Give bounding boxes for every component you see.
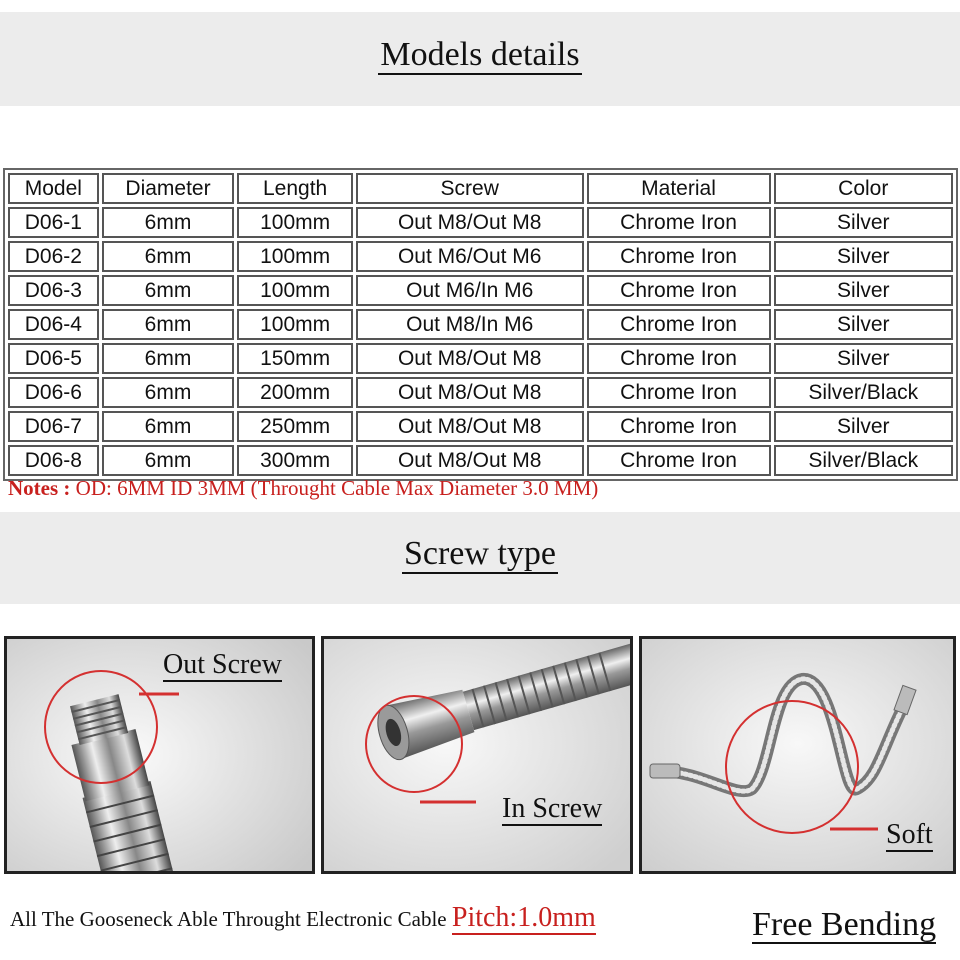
table-cell: 300mm <box>237 445 353 476</box>
table-cell: D06-2 <box>8 241 99 272</box>
column-header: Material <box>587 173 771 204</box>
table-row <box>8 275 953 306</box>
table-row <box>8 207 953 238</box>
table-cell: D06-1 <box>8 207 99 238</box>
table-cell: Silver <box>774 411 953 442</box>
table-cell: Out M8/Out M8 <box>356 377 584 408</box>
column-header: Screw <box>356 173 584 204</box>
table-cell: Chrome Iron <box>587 377 771 408</box>
table-cell: Chrome Iron <box>587 275 771 306</box>
table-cell: Silver/Black <box>774 377 953 408</box>
table-cell: D06-5 <box>8 343 99 374</box>
table-row <box>8 377 953 408</box>
table-row <box>8 309 953 340</box>
table-cell: Out M6/Out M6 <box>356 241 584 272</box>
table-cell: D06-3 <box>8 275 99 306</box>
table-cell: Chrome Iron <box>587 309 771 340</box>
table-cell: D06-4 <box>8 309 99 340</box>
table-cell: 6mm <box>102 445 235 476</box>
table-cell: Silver <box>774 275 953 306</box>
column-header: Model <box>8 173 99 204</box>
table-cell: 100mm <box>237 275 353 306</box>
column-header: Diameter <box>102 173 235 204</box>
table-cell: Out M8/Out M8 <box>356 343 584 374</box>
photo-in-screw <box>321 636 633 874</box>
table-cell: Silver/Black <box>774 445 953 476</box>
pitch-label: Pitch:1.0mm <box>451 902 596 933</box>
notes <box>8 476 598 501</box>
out-screw-label: Out Screw <box>163 649 282 680</box>
photo-soft <box>639 636 956 874</box>
table-cell: 6mm <box>102 241 235 272</box>
table-cell: D06-7 <box>8 411 99 442</box>
table-row <box>8 411 953 442</box>
table-cell: Chrome Iron <box>587 445 771 476</box>
screw-type-title: Screw type <box>403 535 556 572</box>
table-cell: 6mm <box>102 309 235 340</box>
table-cell: 6mm <box>102 343 235 374</box>
table-cell: Out M8/Out M8 <box>356 445 584 476</box>
table-cell: Out M8/Out M8 <box>356 411 584 442</box>
table-cell: Silver <box>774 309 953 340</box>
table-cell: Silver <box>774 343 953 374</box>
table-cell: Chrome Iron <box>587 343 771 374</box>
page-title: Models details <box>380 36 580 73</box>
column-header: Length <box>237 173 353 204</box>
table-body <box>8 207 953 476</box>
table-cell: Chrome Iron <box>587 411 771 442</box>
table-cell: D06-8 <box>8 445 99 476</box>
photo-out-screw <box>4 636 315 874</box>
table-row <box>8 445 953 476</box>
table-cell: 6mm <box>102 377 235 408</box>
table-row <box>8 343 953 374</box>
table-cell: 200mm <box>237 377 353 408</box>
soft-label: Soft <box>886 819 933 850</box>
table-cell: Out M6/In M6 <box>356 275 584 306</box>
table-header-row <box>8 173 953 204</box>
table-cell: Silver <box>774 241 953 272</box>
in-screw-image <box>324 639 630 871</box>
notes-text: OD: 6MM ID 3MM (Throught Cable Max Diameter 3.0 MM) <box>75 476 599 500</box>
table-cell: 6mm <box>102 411 235 442</box>
table-cell: 100mm <box>237 309 353 340</box>
table-cell: Chrome Iron <box>587 207 771 238</box>
table-cell: 6mm <box>102 207 235 238</box>
table-cell: Silver <box>774 207 953 238</box>
table-cell: 100mm <box>237 207 353 238</box>
notes-label: Notes : <box>8 476 71 500</box>
table-cell: 150mm <box>237 343 353 374</box>
table-cell: 6mm <box>102 275 235 306</box>
table-cell: Chrome Iron <box>587 241 771 272</box>
table-cell: Out M8/Out M8 <box>356 207 584 238</box>
models-table <box>3 168 958 481</box>
in-screw-label: In Screw <box>502 793 603 824</box>
column-header: Color <box>774 173 953 204</box>
free-bending-label: Free Bending <box>752 906 937 943</box>
footer-caption <box>10 902 596 934</box>
table-cell: 100mm <box>237 241 353 272</box>
table-cell: 250mm <box>237 411 353 442</box>
table-row <box>8 241 953 272</box>
table-cell: Out M8/In M6 <box>356 309 584 340</box>
cable-caption: All The Gooseneck Able Throught Electronic Cable <box>10 907 452 931</box>
table-cell: D06-6 <box>8 377 99 408</box>
